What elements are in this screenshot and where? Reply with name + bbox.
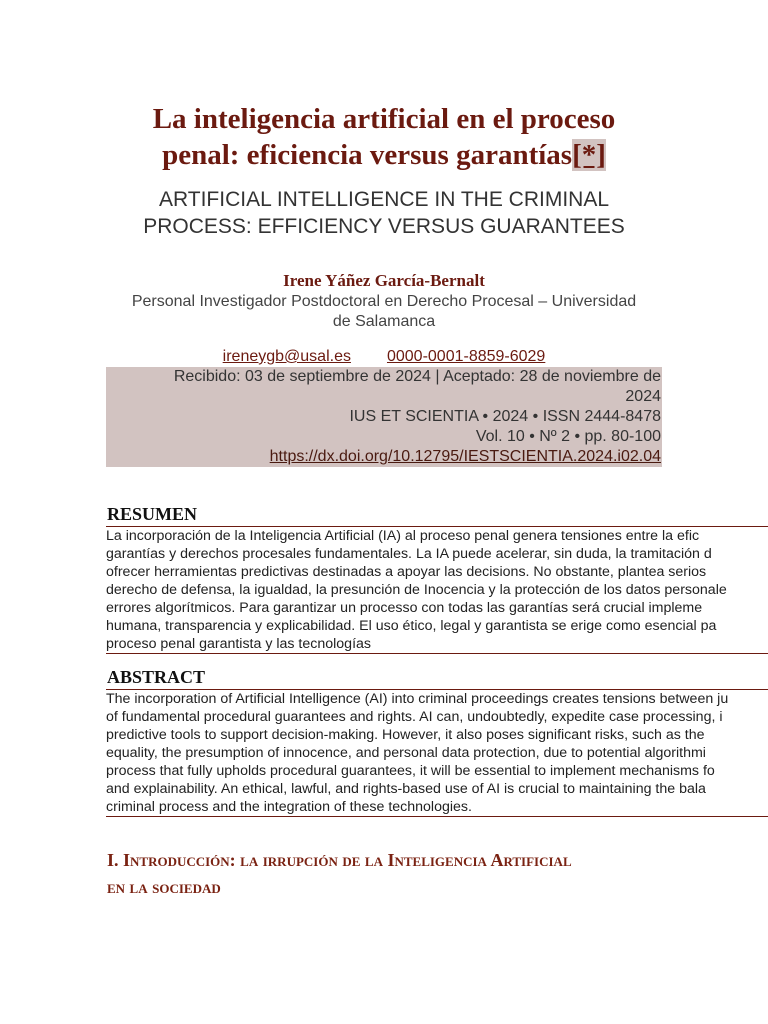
resumen-line: La incorporación de la Inteligencia Artificial (IA) al proceso penal genera tensiones entre la efic <box>106 528 700 544</box>
resumen-line: errores algorítmicos. Para garantizar un processo con todas las garantías será crucial impleme <box>106 600 703 616</box>
title-english-line2: PROCESS: EFFICIENCY VERSUS GUARANTEES <box>143 215 625 238</box>
title-english-line1: ARTIFICIAL INTELLIGENCE IN THE CRIMINAL <box>158 188 610 211</box>
title-footnote-link[interactable]: [*] <box>572 139 606 171</box>
resumen-line: garantías y derechos procesales fundamentales. La IA puede acelerar, sin duda, la tramitación d <box>106 546 712 562</box>
abstract-line: The incorporation of Artificial Intelligence (AI) into criminal proceedings creates tensions between ju <box>106 691 729 707</box>
resumen-line: proceso penal garantista y las tecnologías <box>106 636 371 652</box>
title-english <box>106 186 662 240</box>
author-name: Irene Yáñez García-Bernalt <box>283 271 485 290</box>
journal-info: IUS ET SCIENTIA • 2024 • ISSN 2444-8478 <box>349 408 661 425</box>
abstract-line: predictive tools to support decision-making. However, it also poses significant risks, such as the <box>106 727 705 743</box>
title-spanish <box>106 101 662 173</box>
affiliation-line2: de Salamanca <box>332 313 436 330</box>
author-affiliation <box>106 292 662 332</box>
received-accepted-line2: 2024 <box>625 388 661 405</box>
abstract-line: process that fully upholds procedural guarantees, it will be essential to implement mechanisms fo <box>106 763 715 779</box>
abstract-line: criminal process and the integration of these technologies. <box>106 799 472 815</box>
resumen-line: humana, transparencia y explicabilidad. El uso ético, legal y garantista se erige como esencial pa <box>106 618 717 634</box>
publication-info-box <box>106 367 662 467</box>
abstract-body <box>106 689 768 817</box>
doi-link[interactable]: https://dx.doi.org/10.12795/IESTSCIENTIA.2024.i02.04 <box>269 448 661 465</box>
author-contacts <box>106 347 662 367</box>
abstract-heading: ABSTRACT <box>107 667 206 687</box>
received-accepted-line1: Recibido: 03 de septiembre de 2024 | Aceptado: 28 de noviembre de <box>173 368 661 385</box>
volume-info: Vol. 10 • Nº 2 • pp. 80-100 <box>475 428 661 445</box>
resumen-heading: RESUMEN <box>107 504 198 524</box>
introduction-heading-line1: I. Introducción: la irrupción de la Inteligencia Artificial <box>107 850 572 870</box>
resumen-line: derecho de defensa, la igualdad, la presunción de Inocencia y la protección de los datos personale <box>106 582 727 598</box>
affiliation-line1: Personal Investigador Postdoctoral en Derecho Procesal – Universidad <box>131 293 637 310</box>
abstract-line: of fundamental procedural guarantees and rights. AI can, undoubtedly, expedite case processing, i <box>106 709 723 725</box>
abstract-line: and explainability. An ethical, lawful, and rights-based use of AI is crucial to maintaining the bala <box>106 781 706 797</box>
introduction-heading-line2: en la sociedad <box>107 877 221 897</box>
resumen-body <box>106 526 768 654</box>
title-spanish-line1: La inteligencia artificial en el proceso <box>152 103 616 135</box>
introduction-heading <box>107 847 707 901</box>
title-spanish-line2: penal: eficiencia versus garantías <box>162 139 573 171</box>
email-link[interactable]: ireneygb@usal.es <box>222 348 351 365</box>
abstract-line: equality, the presumption of innocence, and personal data protection, due to potential algorithmi <box>106 745 706 761</box>
orcid-link[interactable]: 0000-0001-8859-6029 <box>386 348 546 365</box>
resumen-line: ofrecer herramientas predictivas destinadas a apoyar las decisions. No obstante, plantea serios <box>106 564 707 580</box>
